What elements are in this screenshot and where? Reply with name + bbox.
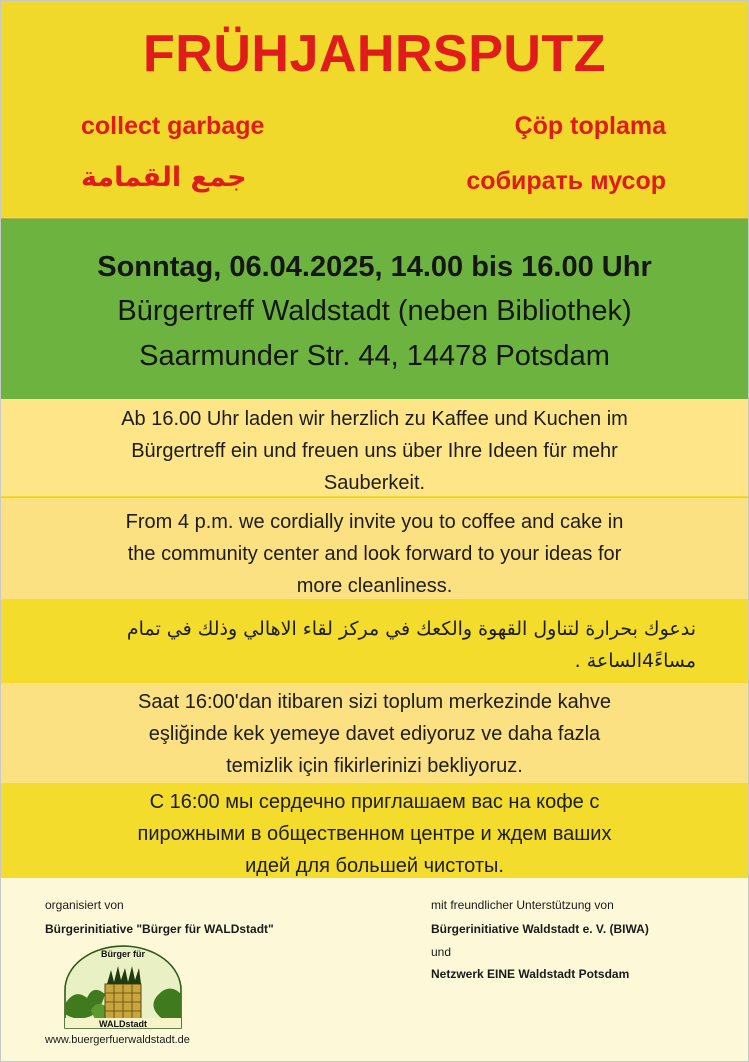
invitation-line: Saat 16:00'dan itibaren sizi toplum merkezinde kahve xyxy=(138,691,611,713)
event-address: Saarmunder Str. 44, 14478 Potsdam xyxy=(139,340,610,372)
invitation-line: مساءً4الساعة . xyxy=(574,650,696,672)
invitation-line: пирожными в общественном центре и ждем ваших xyxy=(137,823,612,845)
invitation-english xyxy=(1,497,748,599)
logo-text-top: Bürger für xyxy=(100,949,145,959)
subtitle-russian: собирать мусор xyxy=(466,167,666,195)
event-info-section xyxy=(1,218,748,400)
flyer-title: FRÜHJAHRSPUTZ xyxy=(143,25,606,83)
invitation-line: temizlik için fikirlerinizi bekliyoruz. xyxy=(226,755,523,777)
logo-text-bottom: WALDstadt xyxy=(99,1019,147,1029)
and-label: und xyxy=(431,945,452,959)
header-section xyxy=(1,1,748,217)
invitation-line: Ab 16.00 Uhr laden wir herzlich zu Kaffee und Kuchen im xyxy=(121,408,628,430)
organized-by-label: organisiert von xyxy=(45,898,124,912)
invitation-german xyxy=(1,399,748,496)
invitation-line: Sauberkeit. xyxy=(323,472,426,494)
subtitle-english: collect garbage xyxy=(81,112,265,140)
website-link[interactable]: www.buergerfuerwaldstadt.de xyxy=(45,1034,190,1046)
invitation-line: Bürgertreff ein und freuen uns über Ihre Ideen für mehr xyxy=(131,440,618,462)
event-datetime: Sonntag, 06.04.2025, 14.00 bis 16.00 Uhr xyxy=(97,251,652,283)
invitation-arabic xyxy=(1,599,748,682)
footer-section xyxy=(1,878,748,1061)
invitation-line: идей для большей чистоты. xyxy=(245,855,504,877)
invitation-line: eşliğinde kek yemeye davet ediyoruz ve daha fazla xyxy=(148,723,601,745)
supporter-network: Netzwerk EINE Waldstadt Potsdam xyxy=(431,967,630,981)
subtitle-turkish: Çöp toplama xyxy=(514,112,666,140)
subtitle-arabic: جمع القمامة xyxy=(81,162,247,193)
invitation-line: more cleanliness. xyxy=(296,575,453,597)
invitation-line: ندعوك بحرارة لتناول القهوة والكعك في مركز لقاء الاهالي وذلك في تمام xyxy=(126,618,696,640)
invitation-russian xyxy=(1,784,748,878)
supporter-biwa: Bürgerinitiative Waldstadt e. V. (BIWA) xyxy=(431,922,649,936)
invitation-line: the community center and look forward to your ideas for xyxy=(127,543,622,565)
support-label: mit freundlicher Unterstützung von xyxy=(431,898,614,912)
invitation-line: From 4 p.m. we cordially invite you to coffee and cake in xyxy=(125,511,624,533)
event-place: Bürgertreff Waldstadt (neben Bibliothek) xyxy=(117,295,632,327)
waldstadt-logo xyxy=(61,944,185,1032)
organizer-name: Bürgerinitiative "Bürger für WALDstadt" xyxy=(45,922,274,936)
invitation-line: С 16:00 мы сердечно приглашаем вас на кофе с xyxy=(149,791,600,813)
invitation-turkish xyxy=(1,683,748,783)
